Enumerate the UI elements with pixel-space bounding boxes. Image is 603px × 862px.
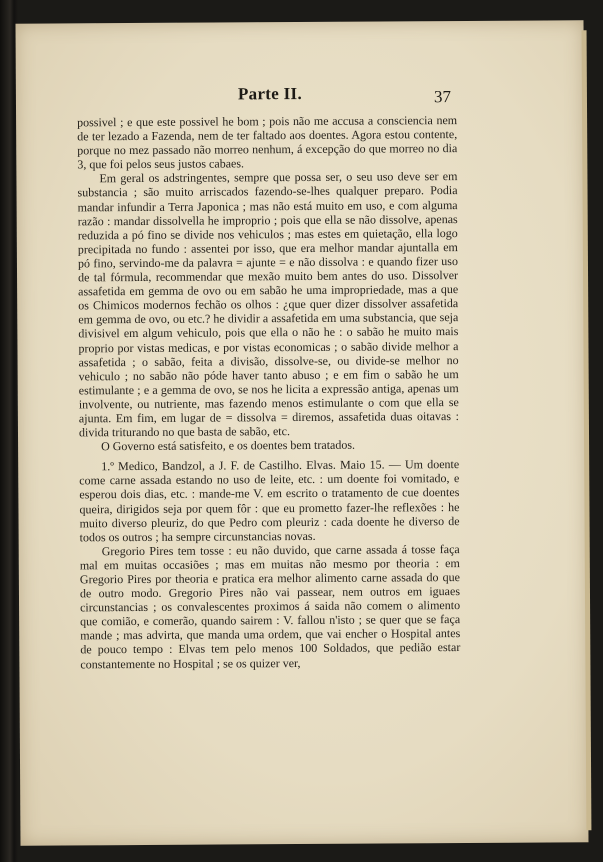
section-title: Parte II. <box>237 83 303 104</box>
book-page <box>15 20 588 845</box>
page-number: 37 <box>433 87 452 107</box>
page-edge <box>582 30 592 830</box>
paragraph-gregorio-pires: Gregorio Pires tem tosse : eu não duvido, que carne assada á tosse faça mal em muitas occasiões ; mas em muitas não mesmo por theoria : em Gregorio Pires por theoria e pratica era melhor alimento carne assada do que de outro modo. Gregorio Pires não vai passear, nem outros em iguaes circunstancias ; os convalescentes proximos á saida não comem o alimento que comião, e comerão, quando sairem : V. fallou n'isto ; se quer que se faça mande ; mas advirta, que manda uma ordem, que vai encher o Hospital antes de pouco tempo : Elvas tem pelo menos 100 Soldados, que pedião estar constantemente no Hospital ; se os quizer ver, <box>79 541 461 671</box>
paragraph-governo: O Governo está satisfeito, e os doentes bem tratados. <box>101 437 356 454</box>
page-body <box>77 113 460 671</box>
paragraph-adstringentes: Em geral os adstringentes, sempre que possa ser, o seu uso deve ser em substancia ; são muito arriscados fazendo-se-lhes qualquer preparo. Podia mandar infundir a Terra Japonica ; mas não está muito em uso, e com alguma razão : mandar dissolvella he improprio ; pois que ella se não dissolve, apenas reduzida a pó fino se divide nos vehiculos ; mas estes em quietação, ella logo precipitada no fundo : assentei por isso, que era melhor mandar ajuntalla em pó fino, servindo-me da palavra = ajunte = e não dissolva : e quando fizer uso de tal fórmula, recommendar que mexão muito bem antes do uso. Dissolver assafetida em gemma de ovo ou em sabão he uma impropriedade, mas a que os Chimicos modernos fechão os olhos : ¿que quer dizer dissolver assafetida em gemma de ovo, ou etc.? he dividir a assafetida em uma substancia, que seja divisivel em algum vehiculo, pois que ella o não he : o sabão he muito mais proprio por vistas medicas, e por vistas economicas ; o sabão divide melhor a assafetida ; o sabão, feita a divisão, dissolve-se, ou divide-se melhor no vehiculo ; no sabão não póde haver tanto abuso ; e em fim o sabão he um estimulante ; e a gemma de ovo, se nos he licita a expressão antiga, apenas um involvente, ou nutriente, mas fazendo menos estimulante o com que ella se ajunta. Em fim, em lugar de = dissolva = diremos, assafetida duas oitavas : divida triturando no que basta de sabão, etc. <box>77 169 459 440</box>
running-header <box>16 82 584 107</box>
letter-heading-paragraph: 1.º Medico, Bandzol, a J. F. de Castilho. Elvas. Maio 15. — Um doente come carne assada estando no uso de leite, etc. : um doente foi vomitado, e esperou dois dias, etc. : mande-me V. em escrito o tratamento de cue doentes queira, dirigidos seja por quem fôr : que eu prometto fazer-lhe reflexões : he muito diverso pleuriz, do que Pedro com pleuriz : cada doente he diverso de todos os outros ; ha sempre circunstancias novas. <box>79 457 460 545</box>
paragraph-continuation: possivel ; e que este possivel he bom ; pois não me accusa a consciencia nem de ter lezado a Fazenda, nem de ter faltado aos doentes. Agora estou contente, porque no mez passado não morreo nenhum, á excepção do que morreo no dia 3, que foi pelos seus justos cabaes. <box>77 113 458 172</box>
